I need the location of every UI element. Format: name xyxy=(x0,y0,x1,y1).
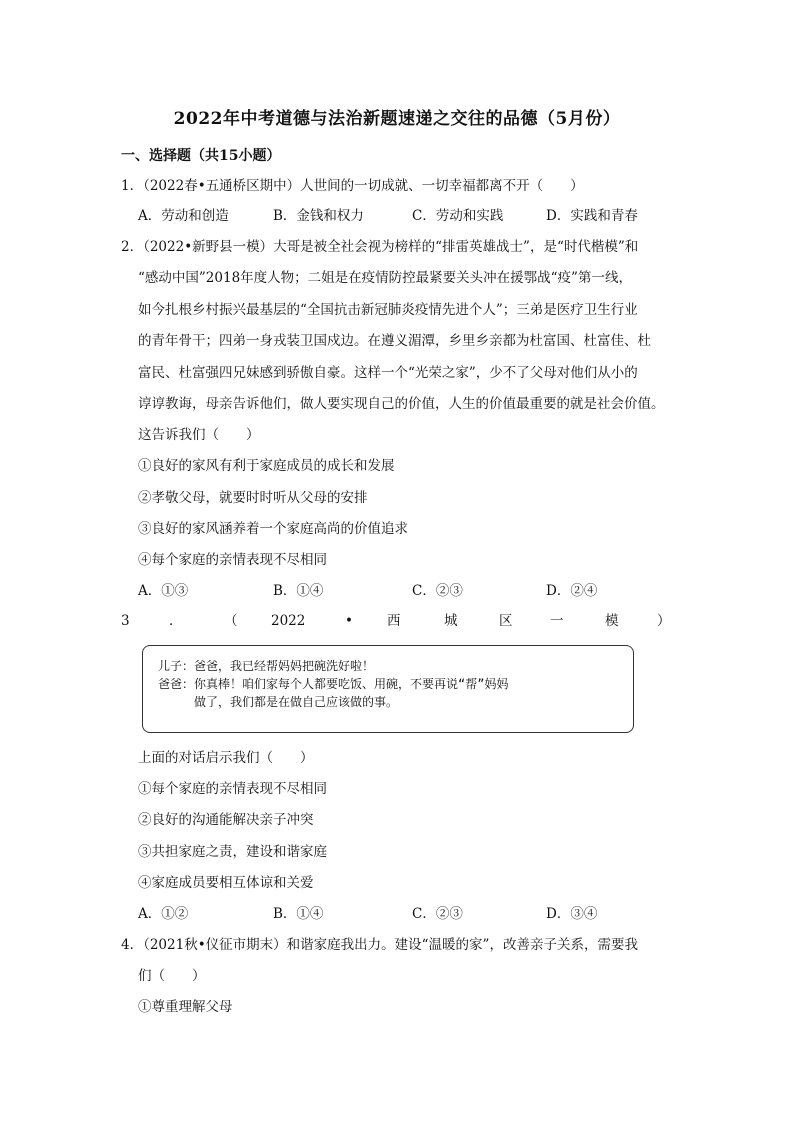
q3-head-char-4: 一 xyxy=(550,613,564,629)
q3-option-c: C．②③ xyxy=(412,906,463,922)
q3-head-char-5: 模 xyxy=(605,613,619,629)
q2-option-c: C．②③ xyxy=(412,583,463,599)
question-2-options xyxy=(138,582,638,600)
q1-option-b: B．金钱和权力 xyxy=(273,208,364,224)
question-3-item-3: ③共担家庭之责，建设和谐家庭 xyxy=(138,844,327,860)
question-3-header xyxy=(121,612,669,630)
dialogue-box xyxy=(142,645,634,733)
question-3-item-1: ①每个家庭的亲情表现不尽相同 xyxy=(138,781,327,797)
q3-head-char-3: 区 xyxy=(499,613,513,629)
q3-option-a: A．①② xyxy=(138,906,189,922)
q1-option-a: A．劳动和创造 xyxy=(138,208,229,224)
question-2-item-1: ①良好的家风有利于家庭成员的成长和发展 xyxy=(138,458,395,474)
q3-head-char-2: 城 xyxy=(444,613,458,629)
section-heading: 一、选择题（共15小题） xyxy=(121,148,281,164)
question-2-line-4: 的青年骨干；四弟一身戎装卫国戍边。在遵义湄潭，乡里乡亲都为杜富国、杜富佳、杜 xyxy=(138,333,651,349)
q1-option-d: D．实践和青春 xyxy=(546,208,638,224)
question-2-item-4: ④每个家庭的亲情表现不尽相同 xyxy=(138,552,327,568)
question-3-prompt: 上面的对话启示我们（ ） xyxy=(138,750,314,766)
question-4-line-1: 4．（2021秋•仪征市期末）和谐家庭我出力。建设“温暖的家”，改善亲子关系，需要我 xyxy=(121,937,638,953)
q3-head-paren-close: ） xyxy=(657,613,671,629)
q2-option-b: B．①④ xyxy=(273,583,324,599)
question-1-stem: 1．（2022春•五通桥区期中）人世间的一切成就、一切幸福都离不开（ ） xyxy=(121,178,584,194)
q3-head-char-1: 西 xyxy=(387,613,401,629)
q3-head-number: 3 xyxy=(121,613,130,629)
q3-option-b: B．①④ xyxy=(273,906,324,922)
question-3-options xyxy=(138,905,638,923)
q3-head-year: 2022 xyxy=(271,613,306,629)
question-2-line-1: 2．（2022•新野县一模）大哥是被全社会视为榜样的“排雷英雄战士”，是“时代楷模”和 xyxy=(121,239,639,255)
q3-head-bullet: • xyxy=(345,613,353,629)
question-3-item-4: ④家庭成员要相互体谅和关爱 xyxy=(138,875,314,891)
question-3-item-2: ②良好的沟通能解决亲子冲突 xyxy=(138,812,314,828)
question-2-item-2: ②孝敬父母，就要时时听从父母的安排 xyxy=(138,490,368,506)
question-2-line-6: 谆谆教诲，母亲告诉他们，做人要实现自己的价值，人生的价值最重要的就是社会价值。 xyxy=(138,396,665,412)
question-1-options xyxy=(138,207,638,225)
q3-head-paren-open: （ xyxy=(224,613,238,629)
page-title: 2022年中考道德与法治新题速递之交往的品德（5月份） xyxy=(173,109,621,129)
question-2-line-7: 这告诉我们（ ） xyxy=(138,427,260,443)
q2-option-a: A．①③ xyxy=(138,583,189,599)
q3-option-d: D．③④ xyxy=(546,906,598,922)
dialogue-line-father: 爸爸：你真棒！咱们家每个人都要吃饭、用碗，不要再说“帮”妈妈 xyxy=(158,677,509,691)
question-4-line-2: 们（ ） xyxy=(138,968,206,984)
question-2-line-2: “感动中国”2018年度人物；二姐是在疫情防控最紧要关头冲在援鄂战“疫”第一线， xyxy=(138,270,632,286)
q3-head-dot: ． xyxy=(169,613,183,629)
question-2-line-5: 富民、杜富强四兄妹感到骄傲自豪。这样一个“光荣之家”，少不了父母对他们从小的 xyxy=(138,365,638,381)
dialogue-line-father-cont: 做了，我们都是在做自己应该做的事。 xyxy=(194,695,399,709)
question-4-item-1: ①尊重理解父母 xyxy=(138,999,233,1015)
question-2-line-3: 如今扎根乡村振兴最基层的“全国抗击新冠肺炎疫情先进个人”；三弟是医疗卫生行业 xyxy=(138,302,638,318)
q2-option-d: D．②④ xyxy=(546,583,598,599)
q1-option-c: C．劳动和实践 xyxy=(412,208,504,224)
question-2-item-3: ③良好的家风涵养着一个家庭高尚的价值追求 xyxy=(138,521,408,537)
dialogue-line-son: 儿子：爸爸，我已经帮妈妈把碗洗好啦！ xyxy=(158,659,375,673)
